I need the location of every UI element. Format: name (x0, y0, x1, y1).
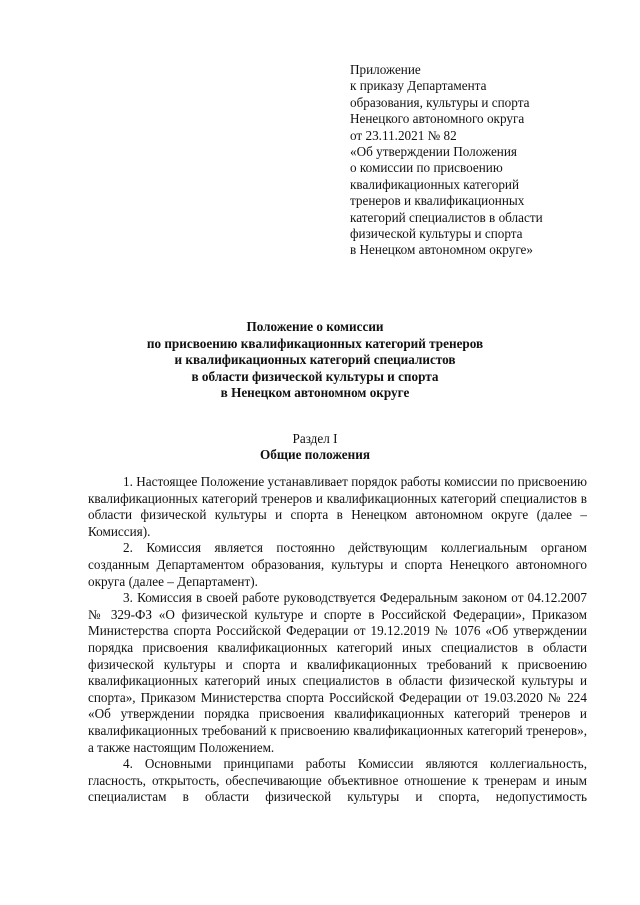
document-title (100, 319, 530, 402)
title-line: в области физической культуры и спорта (191, 368, 439, 384)
title-line: в Ненецком автономном округе (220, 385, 410, 401)
appendix-line: категорий специалистов в области (350, 209, 543, 225)
appendix-line: в Ненецком автономном округе» (350, 242, 534, 258)
appendix-line: к приказу Департамента (350, 78, 487, 94)
section-number: Раздел I (292, 431, 338, 446)
appendix-line: образования, культуры и спорта (350, 94, 530, 110)
body-text (88, 474, 587, 806)
title-line: и квалификационных категорий специалистов (174, 352, 456, 368)
appendix-line: о комиссии по присвоению (350, 160, 503, 176)
paragraph: 1. Настоящее Положение устанавливает порядок работы комиссии по присвоению квалификационных категорий тренеров и квалификационных категорий специалистов в области физической культуры и спорта в Ненецком автономном округе (далее – Комиссия). (88, 474, 587, 539)
title-line: по присвоению квалификационных категорий тренеров (146, 335, 484, 351)
paragraph: 3. Комиссия в своей работе руководствуется Федеральным законом от 04.12.2007 № 329-ФЗ «О физической культуре и спорте в Российской Федерации», Приказом Министерства спорта Российской Федерации от 19.12.2019 № 1076 «Об утверждении порядка присвоения квалификационных категорий иных специалистов в области физической культуры и спорта и квалификационных требований к присвоению квалификационных категорий иных специалистов в области физической культуры и спорта», Приказом Министерства спорта Российской Федерации от 19.03.2020 № 224 «Об утверждении порядка присвоения квалификационных категорий тренеров и квалификационных требований к присвоению квалификационных категорий тренеров», а также настоящим Положением. (88, 590, 587, 755)
appendix-line: от 23.11.2021 № 82 (350, 127, 457, 143)
paragraph: 2. Комиссия является постоянно действующим коллегиальным органом созданным Департаментом образования, культуры и спорта Ненецкого автономного округа (далее – Департамент). (88, 540, 587, 589)
appendix-block (350, 62, 610, 259)
section-heading: Общие положения (260, 447, 370, 462)
appendix-line: Приложение (350, 62, 421, 77)
appendix-line: «Об утверждении Положения (350, 144, 517, 160)
title-line: Положение о комиссии (246, 319, 384, 334)
appendix-line: квалификационных категорий (350, 176, 520, 192)
paragraph: 4. Основными принципами работы Комиссии являются коллегиальность, гласность, открытость, обеспечивающие объективное отношение к тренерам и иным специалистам в области физической культуры и спорта, недопустимость (88, 756, 587, 805)
appendix-line: тренеров и квалификационных (350, 193, 525, 209)
appendix-line: Ненецкого автономного округа (350, 111, 525, 127)
appendix-line: физической культуры и спорта (350, 226, 523, 242)
